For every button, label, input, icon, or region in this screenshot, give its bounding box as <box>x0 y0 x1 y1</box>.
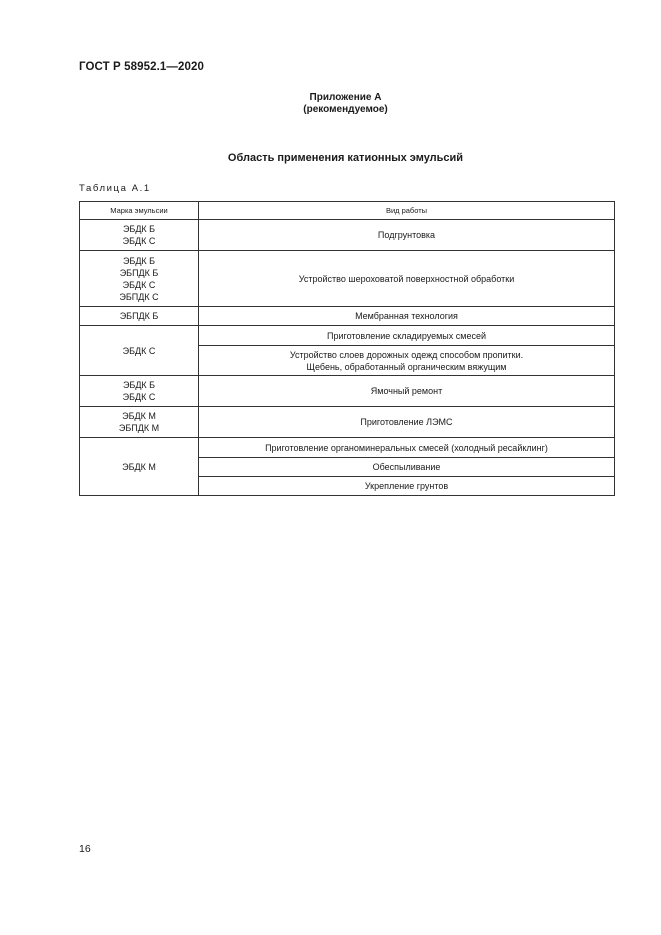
grade-line: ЭБДК С <box>122 279 156 290</box>
grade-line: ЭБДК М <box>122 411 156 421</box>
grade-line: ЭБДК С <box>122 345 156 356</box>
grade-line: ЭБДК С <box>122 236 156 246</box>
grade-cell <box>80 307 199 326</box>
grade-cell <box>80 326 199 376</box>
grade-line: ЭБПДК Б <box>119 267 159 278</box>
work-cell: Мембранная технология <box>199 307 615 326</box>
table-caption: Таблица А.1 <box>79 183 151 194</box>
table-row <box>80 220 615 251</box>
document-number: ГОСТ Р 58952.1—2020 <box>79 61 204 73</box>
column-header-work: Вид работы <box>199 202 615 220</box>
table-row <box>80 307 615 326</box>
table-row <box>80 251 615 307</box>
emulsion-application-table <box>79 201 615 496</box>
table-header-row <box>80 202 615 220</box>
grade-line: ЭБПДК С <box>119 291 159 302</box>
work-cell: Обеспыливание <box>199 458 615 477</box>
table-row <box>80 376 615 407</box>
work-cell: Приготовление ЛЭМС <box>199 407 615 438</box>
grade-cell <box>80 220 199 251</box>
work-cell: Приготовление органоминеральных смесей (холодный ресайклинг) <box>199 438 615 458</box>
work-cell: Ямочный ремонт <box>199 376 615 407</box>
grade-cell <box>80 407 199 438</box>
table-body <box>80 220 615 496</box>
grade-line: ЭБДК Б <box>122 255 156 266</box>
appendix-title: Приложение А <box>309 92 382 103</box>
work-cell: Подгрунтовка <box>199 220 615 251</box>
grade-line: ЭБПДК М <box>118 423 160 433</box>
work-cell: Устройство слоев дорожных одежд способом пропитки. Щебень, обработанный органическим вяжущим <box>199 346 615 376</box>
work-cell: Приготовление складируемых смесей <box>199 326 615 346</box>
grade-cell <box>80 376 199 407</box>
grade-line: ЭБДК Б <box>122 380 156 390</box>
appendix-status: (рекомендуемое) <box>303 104 388 115</box>
table-row <box>80 326 615 346</box>
grade-line: ЭБПДК Б <box>119 311 159 321</box>
grade-line: ЭБДК Б <box>122 224 156 234</box>
table-row <box>80 407 615 438</box>
grade-line: ЭБДК М <box>122 461 156 472</box>
column-header-grade: Марка эмульсии <box>80 202 199 220</box>
appendix-heading <box>0 92 661 116</box>
grade-cell <box>80 251 199 307</box>
grade-line: ЭБДК С <box>122 392 156 402</box>
grade-cell <box>80 438 199 496</box>
work-cell: Укрепление грунтов <box>199 477 615 496</box>
section-title: Область применения катионных эмульсий <box>227 152 464 164</box>
table-row <box>80 438 615 458</box>
page-number: 16 <box>79 843 91 855</box>
work-cell: Устройство шероховатой поверхностной обработки <box>199 251 615 307</box>
